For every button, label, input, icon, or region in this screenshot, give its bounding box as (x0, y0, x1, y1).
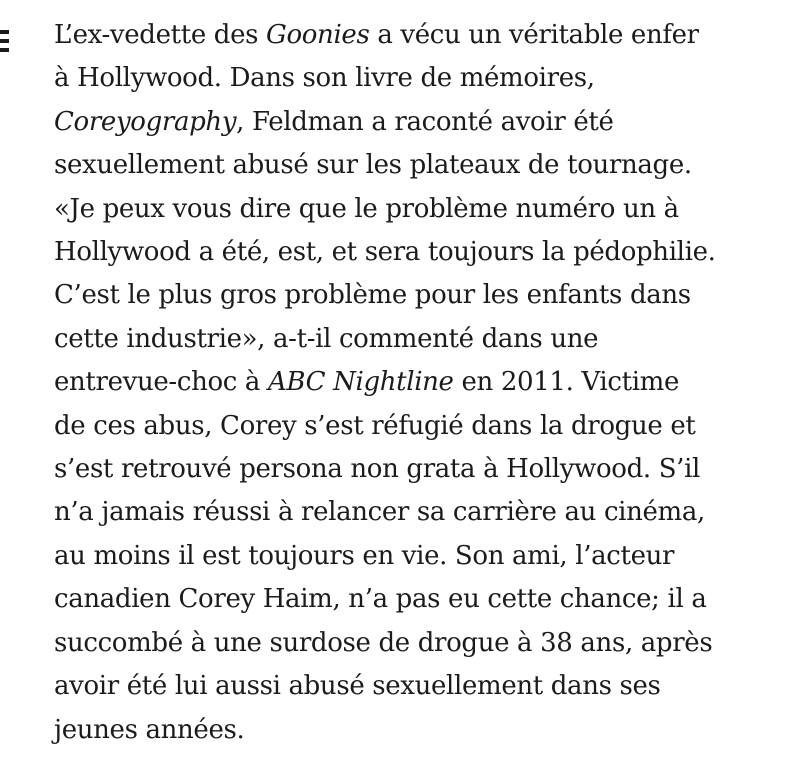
article-paragraph (54, 14, 799, 752)
paragraph-line-8: cette industrie», a-t-il commenté dans une (54, 323, 599, 354)
paragraph-line-16: avoir été lui aussi abusé sexuellement dans ses (54, 671, 661, 702)
paragraph-line-6: Hollywood a été, est, et sera toujours la pédophilie. (54, 237, 716, 268)
paragraph-line-13: au moins il est toujours en vie. Son ami, l’acteur (54, 540, 675, 571)
paragraph-line-1 (54, 14, 799, 57)
paragraph-line-12: n’a jamais réussi à relancer sa carrière au cinéma, (54, 497, 705, 528)
menu-icon-bar (0, 30, 9, 34)
paragraph-line-3 (54, 101, 799, 144)
paragraph-line-2: à Hollywood. Dans son livre de mémoires, (54, 63, 595, 94)
paragraph-line-7: C’est le plus gros problème pour les enfants dans (54, 280, 691, 311)
paragraph-line-15: succombé à une surdose de drogue à 38 ans, après (54, 627, 713, 658)
paragraph-line-11: s’est retrouvé persona non grata à Hollywood. S’il (54, 454, 700, 485)
line-text: L’ex-vedette des (54, 20, 267, 50)
book-title-coreyography: Coreyography (54, 106, 237, 137)
paragraph-line-9 (54, 361, 799, 404)
menu-icon-bar (0, 48, 9, 52)
paragraph-line-10: de ces abus, Corey s’est réfugié dans la drogue et (54, 410, 696, 441)
film-title-goonies: Goonies (266, 20, 370, 50)
paragraph-line-17: jeunes années. (54, 714, 245, 745)
line-text: entrevue-choc à (54, 367, 268, 398)
show-title-abc-nightline: ABC Nightline (267, 367, 454, 398)
line-text: a vécu un véritable enfer (369, 20, 699, 50)
paragraph-line-14: canadien Corey Haim, n’a pas eu cette chance; il a (54, 584, 707, 615)
paragraph-line-5: «Je peux vous dire que le problème numéro un à (54, 193, 679, 224)
menu-icon (0, 30, 14, 52)
paragraph-line-4: sexuellement abusé sur les plateaux de tournage. (54, 150, 692, 181)
menu-icon-bar (0, 39, 9, 43)
line-text: , Feldman a raconté avoir été (236, 106, 614, 137)
line-text: en 2011. Victime (453, 367, 680, 398)
